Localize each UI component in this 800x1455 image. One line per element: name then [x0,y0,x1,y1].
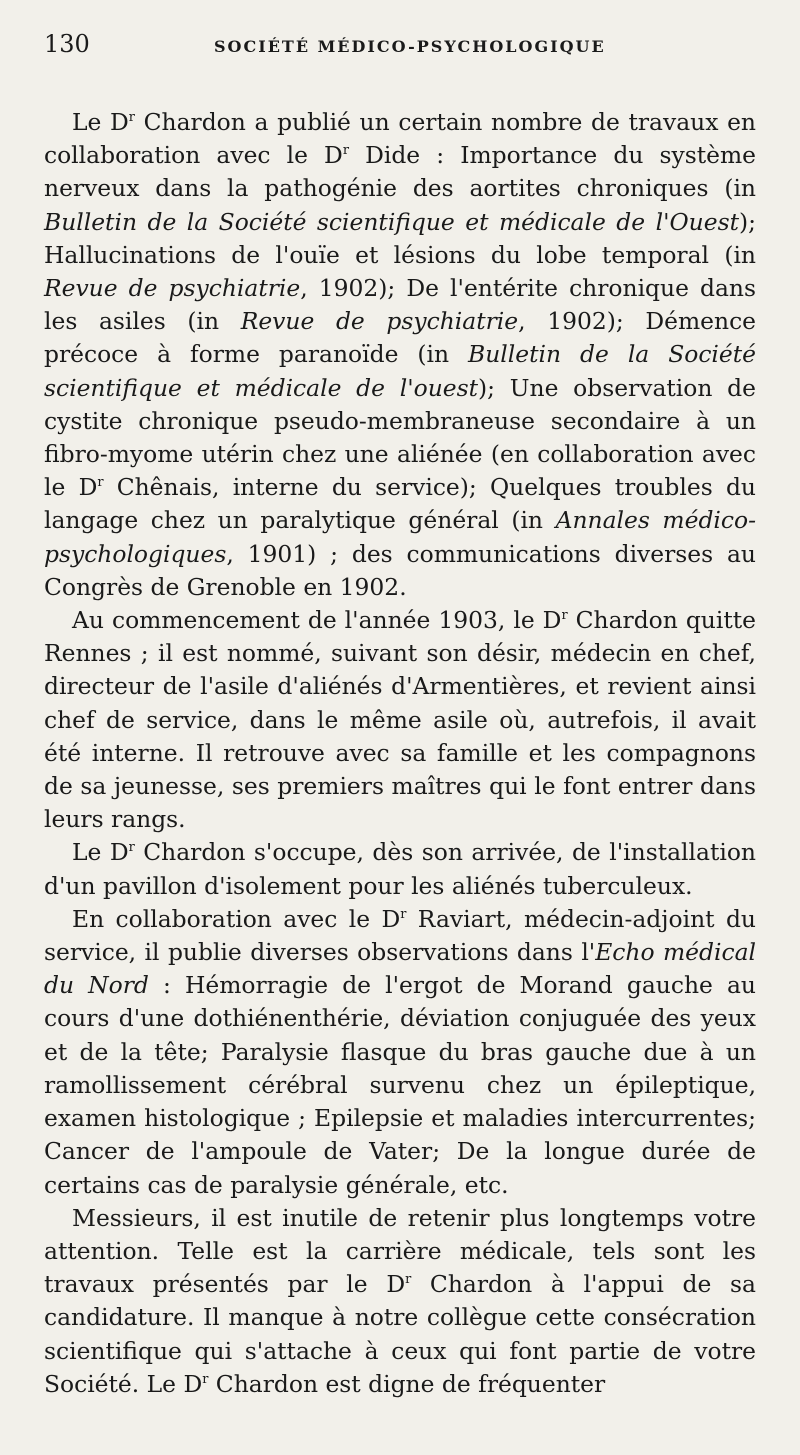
paragraph [44,106,756,604]
text-run: Raviart, médecin-adjoint du service, il publie diverses observations dans l' [44,904,756,967]
text-run: Le D [72,108,129,136]
text-run: ); Hallucinations de l'ouïe et lésions du lobe temporal (in [44,207,756,269]
italic-title: Revue de psychiatrie [44,274,301,303]
paragraph [44,604,756,836]
superscript: r [400,907,407,923]
text-run: ); Une observation de cystite chronique pseudo-membraneuse secondaire à un fibro-myome utérin chez une aliénée (en collaboration avec le D [44,373,756,502]
page-header [44,30,756,64]
superscript: r [342,143,349,159]
text-run: , 1901) ; des communications diverses au Congrès de Grenoble en 1902. [44,539,756,601]
text-run: Le D [72,838,129,867]
text-run: Chênais, interne du service); Quelques troubles du langage chez un paralytique général (in [44,473,756,535]
italic-title: Echo médical du Nord [44,938,756,1000]
paragraph [44,836,756,902]
text-run: , 1902); De l'entérite chronique dans les asiles (in [44,274,756,336]
italic-title: Bulletin de la Société scientifique et médicale de l'Ouest [44,207,739,236]
italic-title: Annales médico-psychologiques [44,506,756,568]
paragraph [44,1202,756,1401]
text-run: Chardon quitte Rennes ; il est nommé, suivant son désir, médecin en chef, directeur de l'asile d'aliénés d'Armentières, et revient ainsi chef de service, dans le même asile où, autrefois, il avait été interne. Il retrouve avec sa famille et les compagnons de sa jeunesse, ses premiers maîtres qui le font entrer dans leurs rangs. [44,606,756,834]
text-run: Au commencement de l'année 1903, le D [72,606,562,635]
italic-title: Revue de psychiatrie [240,307,519,336]
text-run: : Hémorragie de l'ergot de Morand gauche au cours d'une dothiénenthérie, déviation conjuguée des yeux et de la tête; Paralysie flasque du bras gauche due à un ramollissement cérébral survenu chez un épileptique, examen histologique ; Epilepsie et maladies intercurrentes; Cancer de l'ampoule de Vater; De la longue durée de certains cas de paralysie générale, etc. [44,971,756,1199]
text-run: Chardon a publié un certain nombre de travaux en collaboration avec le D [44,108,756,170]
page-number: 130 [44,30,90,58]
text-run: , 1902); Démence précoce à forme paranoïde (in [44,307,757,369]
superscript: r [202,1371,209,1387]
document-body [44,106,756,1401]
text-run: Chardon s'occupe, dès son arrivée, de l'installation d'un pavillon d'isolement pour les aliénés tuberculeux. [44,838,756,900]
superscript: r [405,1272,412,1288]
text-run: Chardon à l'appui de sa candidature. Il manque à notre collègue cette consécration scientifique qui s'attache à ceux qui font partie de votre Société. Le D [44,1270,756,1398]
superscript: r [128,840,135,856]
superscript: r [97,475,104,491]
text-run: Chardon est digne de fréquenter [208,1369,606,1398]
text-run: En collaboration avec le D [72,904,401,933]
superscript: r [128,110,135,126]
italic-title: Bulletin de la Société scientifique et médicale de l'ouest [44,340,756,402]
text-run: Dide : Importance du système nerveux dans la pathogénie des aortites chroniques (in [44,141,756,203]
superscript: r [561,608,568,624]
running-head: SOCIÉTÉ MÉDICO-PSYCHOLOGIQUE [214,37,606,56]
text-run: Messieurs, il est inutile de retenir plus longtemps votre attention. Telle est la carrière médicale, tels sont les travaux présentés par le D [44,1203,756,1299]
paragraph [44,903,756,1202]
